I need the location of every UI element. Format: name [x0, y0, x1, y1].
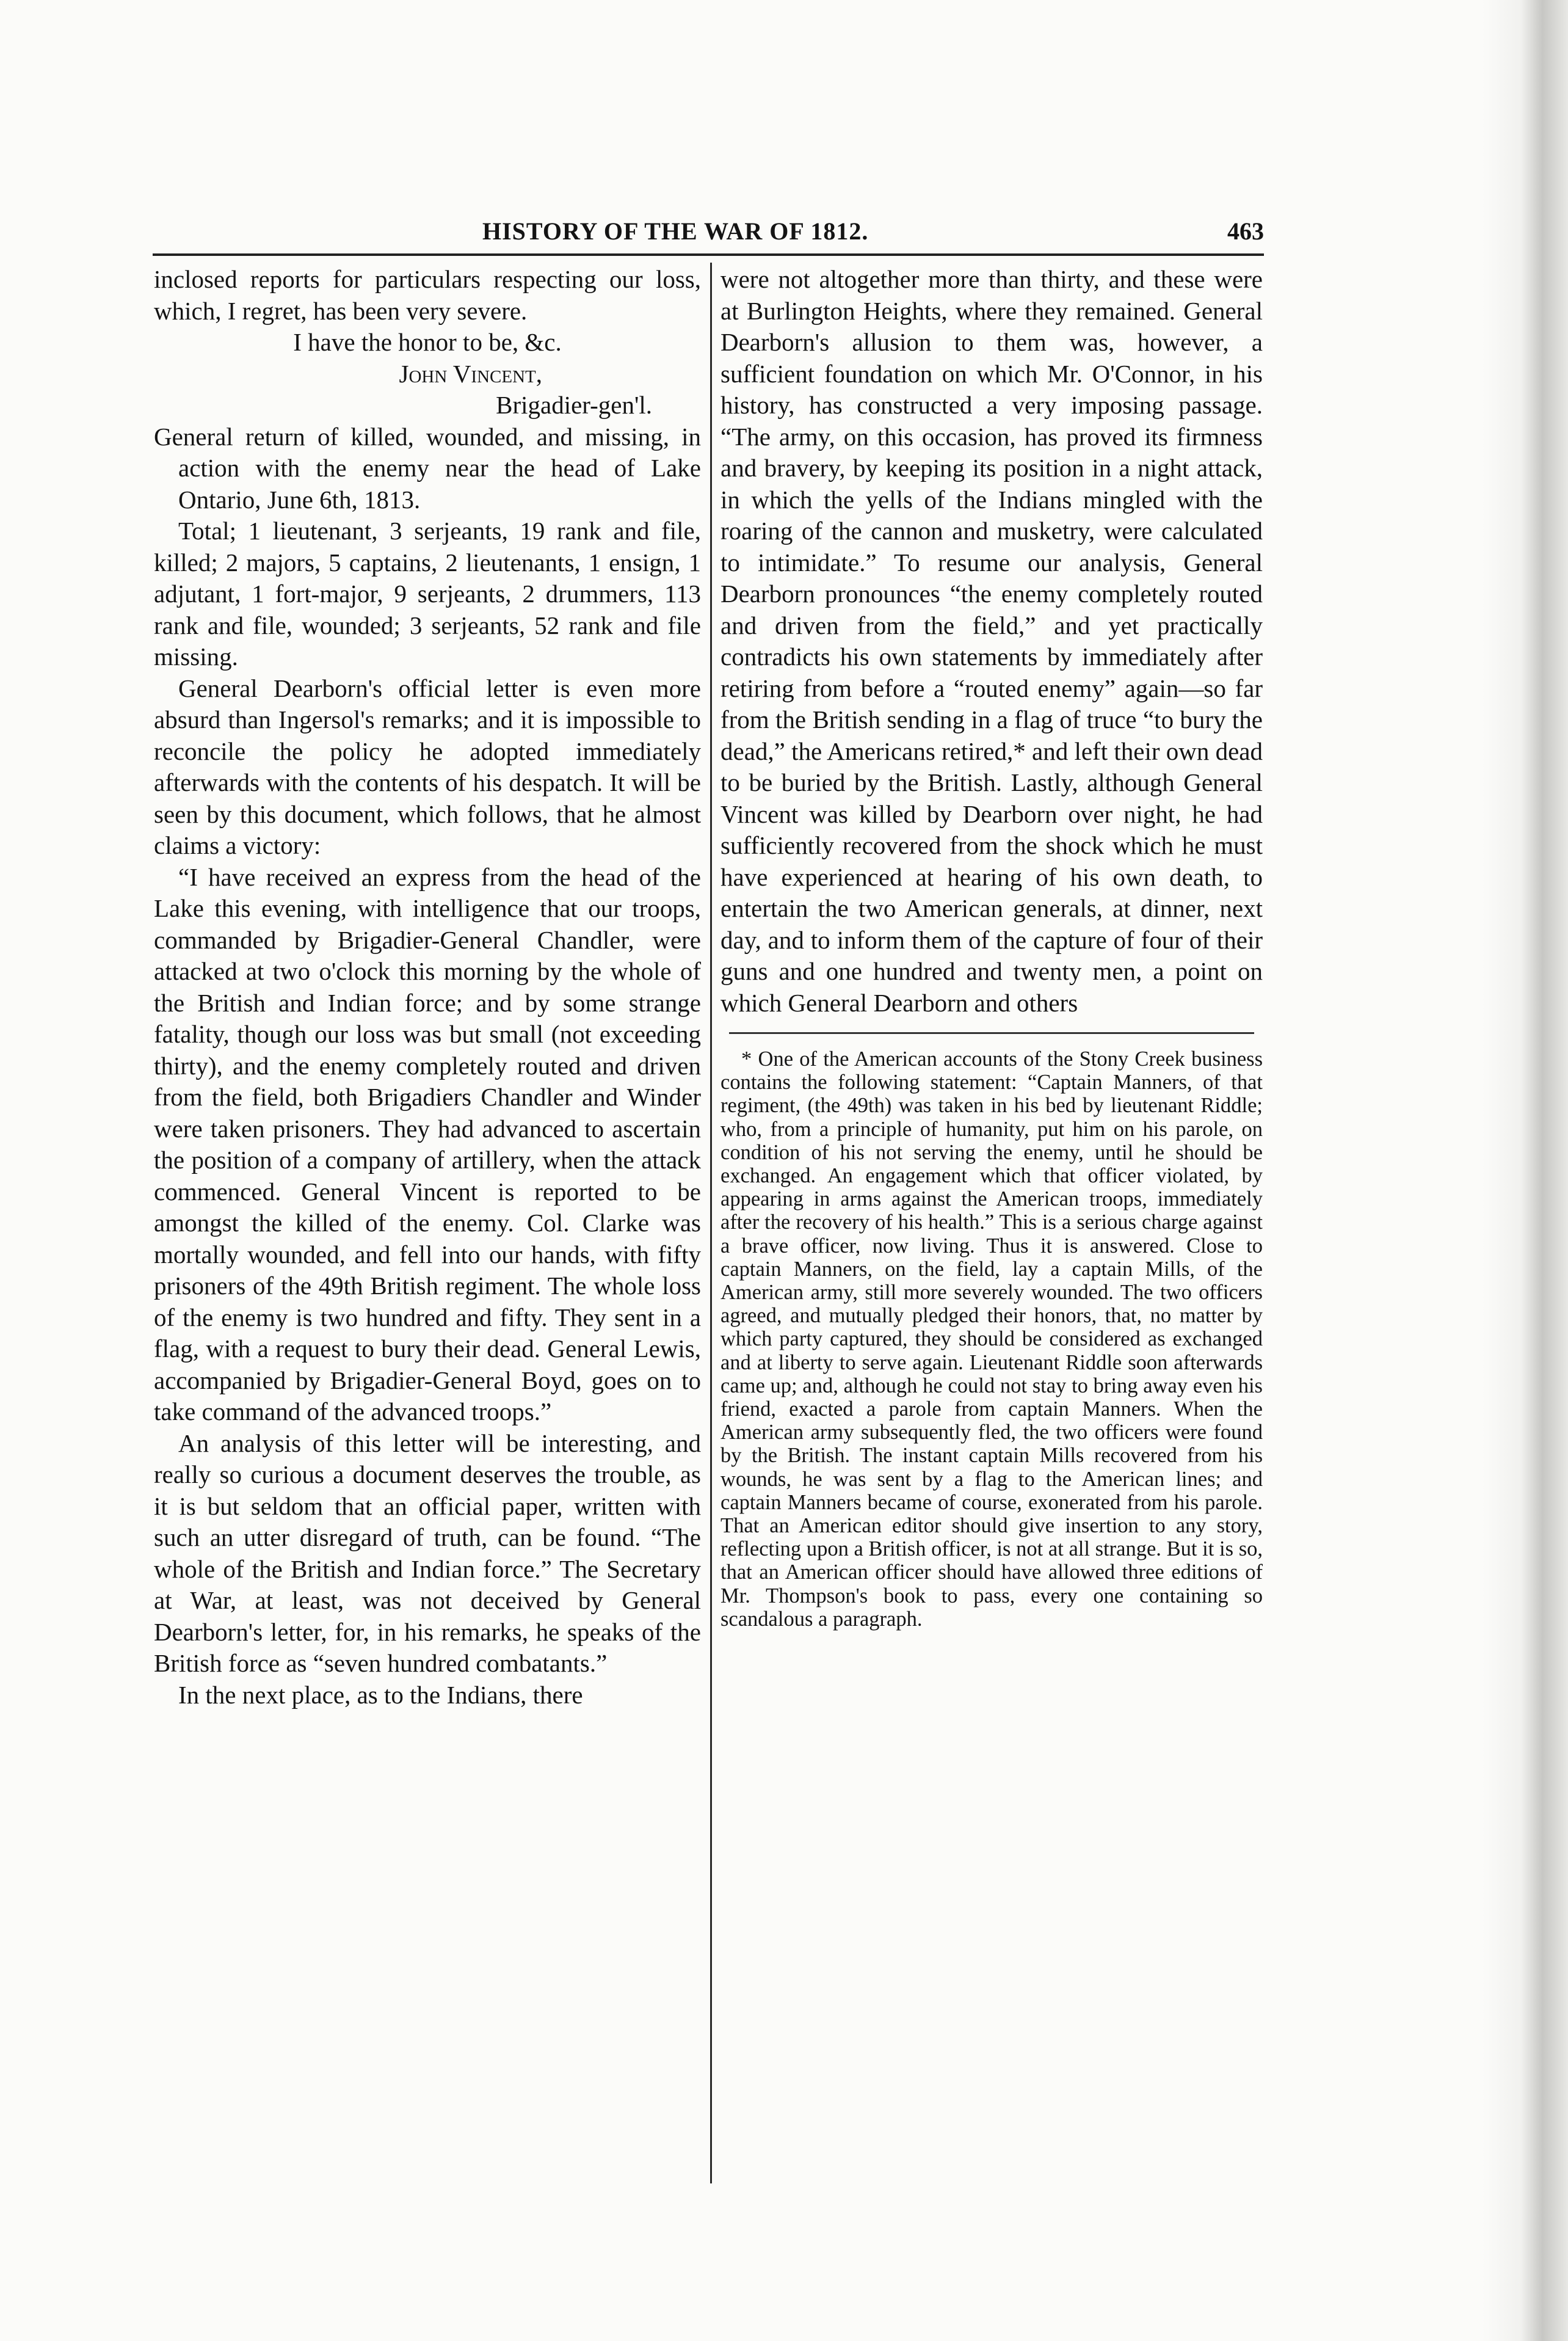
paragraph-analysis-continued: were not altogether more than thirty, and these were at Burlington Heights, where they remained. General Dearborn's allusion to them was, however, a sufficient foundation on which Mr. O'Connor, in his history, has constructed a very imposing passage. “The army, on this occasion, has proved its firmness and bravery, by keeping its position in a night attack, in which the yells of the Indians mingled with the roaring of the cannon and musketry, were calculated to intimidate.” To resume our analysis, General Dearborn pronounces “the enemy completely routed and driven from the field,” and yet practically contradicts his own statements by immediately after retiring from before a “routed enemy” again—so far from the British sending in a flag of truce “to bury the dead,” the Americans retired,* and left their own dead to be buried by the British. Lastly, although General Vincent was killed by Dearborn over night, he had sufficiently recovered from the shock which he must have experienced at hearing of his own death, to entertain the two American generals, at dinner, next day, and to inform them of the capture of four of their guns and one hundred and twenty men, a point on which General Dearborn and others: [720, 265, 1263, 1017]
page-number: 463: [1227, 217, 1264, 245]
left-column: [154, 264, 701, 1711]
page-header: [153, 217, 1264, 256]
paragraph-analysis: An analysis of this letter will be interesting, and really so curious a document deserves the trouble, as it is but seldom that an official paper, written with such an utter disregard of truth, can be found. “The whole of the British and Indian force.” The Secretary at War, at least, was not deceived by General Dearborn's letter, for, in his remarks, he speaks of the British force as “seven hundred combatants.”: [154, 1429, 701, 1677]
footnote-text: * One of the American accounts of the Stony Creek business contains the following statement: “Captain Manners, of that regiment, (the 49th) was taken in his bed by lieutenant Riddle; who, from a principle of humanity, put him on his parole, on condition of his not serving the enemy, until he should be exchanged. An engagement which that officer violated, by appearing in arms against the American troops, immediately after the recovery of his health.” This is a serious charge against a brave officer, now living. Thus it is answered. Close to captain Manners, on the field, lay a captain Mills, of the American army, still more severely wounded. The two officers agreed, and mutually pledged their honors, that, no matter by which party captured, they should be considered as exchanged and at liberty to serve again. Lieutenant Riddle soon afterwards came up; and, although he could not stay to bring away even his friend, exacted a parole from captain Manners. When the American army subsequently fled, the two officers were found by the British. The instant captain Mills recovered from his wounds, he was sent by a flag to the American lines; and captain Manners became of course, exonerated from his parole. That an American editor should give insertion to any story, reflecting upon a British officer, is not at all strange. But it is so, that an American officer should have allowed three editions of Mr. Thompson's book to pass, every one containing so scandalous a paragraph.: [720, 1047, 1263, 1631]
footnote: [720, 1047, 1263, 1631]
scanned-page-edge: [1483, 0, 1568, 2341]
paragraph-loss: inclosed reports for particulars respecting our loss, which, I regret, has been very severe.: [154, 265, 701, 325]
return-heading: General return of killed, wounded, and missing, in action with the enemy near the head of Lake Ontario, June 6th, 1813.: [154, 422, 701, 514]
letter-closing: I have the honor to be, &c.: [293, 328, 562, 356]
column-divider: [710, 263, 712, 2183]
paragraph-indians: In the next place, as to the Indians, there: [178, 1680, 583, 1709]
signature-name: John Vincent,: [399, 359, 542, 388]
paragraph-dearborn: General Dearborn's official letter is even more absurd than Ingersol's remarks; and it is impossible to reconcile the policy he adopted immediately afterwards with the contents of his despatch. It will be seen by this document, which follows, that he almost claims a victory:: [154, 674, 701, 859]
footnote-rule: [729, 1032, 1254, 1034]
return-totals: Total; 1 lieutenant, 3 serjeants, 19 rank and file, killed; 2 majors, 5 captains, 2 lieutenants, 1 ensign, 1 adjutant, 1 fort-major, 9 serjeants, 2 drummers, 113 rank and file, wounded; 3 serjeants, 52 rank and file missing.: [154, 517, 701, 671]
right-column: [720, 264, 1263, 1631]
signature-title: Brigadier-gen'l.: [496, 391, 652, 419]
dearborn-quote: “I have received an express from the head of the Lake this evening, with intelligence that our troops, commanded by Brigadier-General Chandler, were attacked at two o'clock this morning by the whole of the British and Indian force; and by some strange fatality, though our loss was but small (not exceeding thirty), and the enemy completely routed and driven from the field, both Brigadiers Chandler and Winder were taken prisoners. They had advanced to ascertain the position of a company of artillery, when the attack commenced. General Vincent is reported to be amongst the killed of the enemy. Col. Clarke was mortally wounded, and fell into our hands, with fifty prisoners of the 49th British regiment. The whole loss of the enemy is two hundred and fifty. They sent in a flag, with a request to bury their dead. General Lewis, accompanied by Brigadier-General Boyd, goes on to take command of the advanced troops.”: [154, 862, 701, 1425]
running-title: HISTORY OF THE WAR OF 1812.: [482, 217, 869, 245]
